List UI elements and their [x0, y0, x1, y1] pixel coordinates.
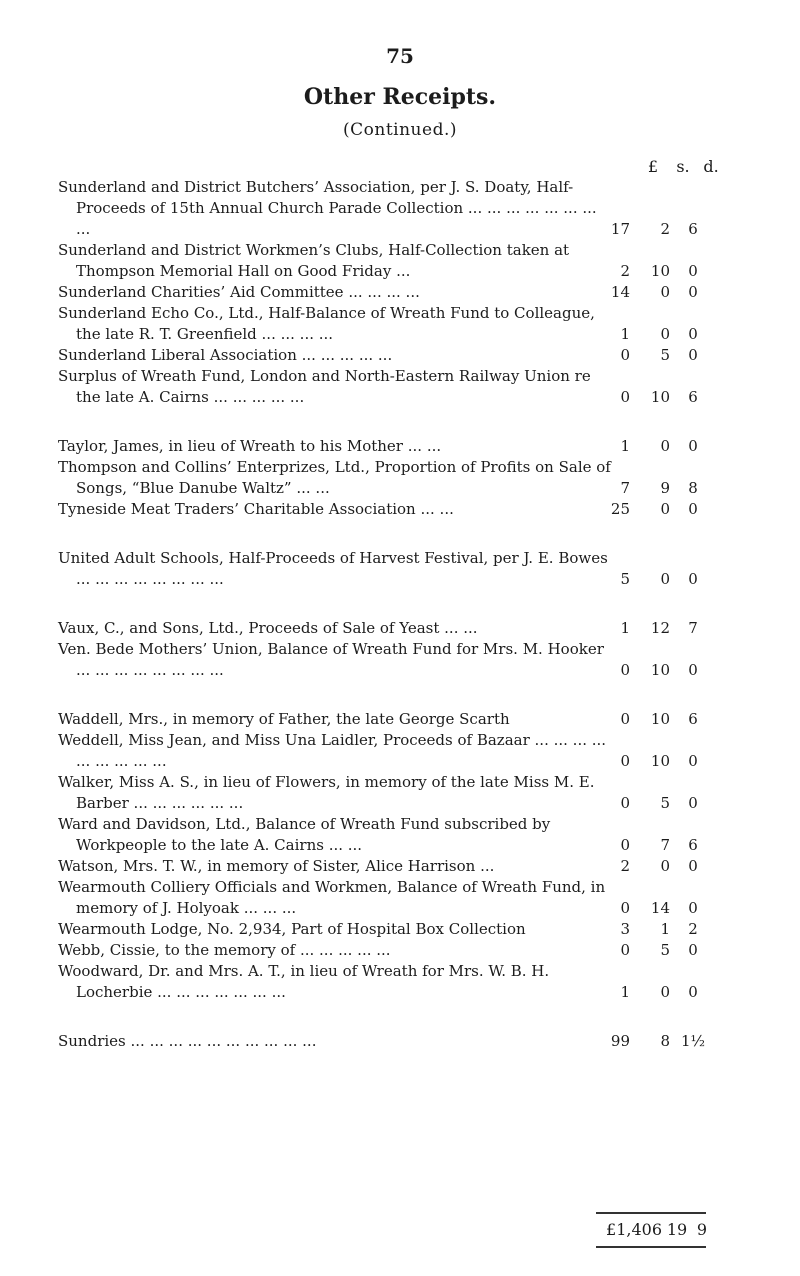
- amount-pounds: 3: [620, 920, 630, 938]
- receipt-description: Surplus of Wreath Fund, London and North-Eastern Railway Union re the late A. Cairns ... ... ... ... ...: [58, 367, 591, 406]
- receipt-amount: [588, 898, 718, 919]
- receipt-amount: [588, 387, 718, 408]
- receipt-amount: [588, 982, 718, 1003]
- amount-pence: 0: [688, 346, 698, 364]
- amount-pounds: 1: [620, 619, 630, 637]
- amount-pence: 6: [688, 388, 698, 406]
- receipt-description: Sunderland and District Workmen’s Clubs, Half-Collection taken at Thompson Memorial Hall on Good Friday ...: [58, 241, 570, 280]
- total-pounds: £1,406: [606, 1220, 662, 1239]
- amount-shillings: 0: [660, 437, 670, 455]
- total-pence: 9: [696, 1220, 708, 1239]
- receipt-description: Wearmouth Colliery Officials and Workmen, Balance of Wreath Fund, in memory of J. Holyoak ... ... ...: [58, 878, 606, 917]
- receipt-entry: [58, 303, 718, 345]
- receipt-amount: [588, 282, 718, 303]
- receipt-description: Sunderland Echo Co., Ltd., Half-Balance of Wreath Fund to Colleague, the late R. T. Greenfield ... ... ... ...: [58, 304, 595, 343]
- amount-pounds: 0: [620, 346, 630, 364]
- amount-pence: 6: [688, 220, 698, 238]
- amount-shillings: 10: [650, 752, 670, 770]
- amount-pounds: 0: [620, 710, 630, 728]
- amount-shillings: 5: [660, 346, 670, 364]
- amount-pounds: 0: [620, 388, 630, 406]
- amount-pounds: 5: [620, 570, 630, 588]
- amount-pence: 0: [688, 283, 698, 301]
- receipt-description: Ven. Bede Mothers’ Union, Balance of Wreath Fund for Mrs. M. Hooker ... ... ... ... ... ... ... ...: [58, 640, 604, 679]
- amount-pence: 0: [688, 661, 698, 679]
- receipt-description: Watson, Mrs. T. W., in memory of Sister, Alice Harrison ...: [58, 857, 495, 875]
- receipt-amount: [588, 499, 718, 520]
- amount-pounds: 25: [610, 500, 630, 518]
- receipt-entry: [58, 961, 718, 1003]
- amount-pence: 0: [688, 983, 698, 1001]
- amount-shillings: 5: [660, 794, 670, 812]
- page-subtitle: (Continued.): [343, 120, 457, 140]
- receipt-amount: [588, 940, 718, 961]
- amount-pence: 0: [688, 325, 698, 343]
- receipt-amount: [588, 345, 718, 366]
- receipt-amount: [588, 751, 718, 772]
- amount-pence: 0: [688, 899, 698, 917]
- amount-shillings: 0: [660, 283, 670, 301]
- receipt-entry: [58, 772, 718, 814]
- receipt-description: Webb, Cissie, to the memory of ... ... ... ... ...: [58, 941, 391, 959]
- amount-pounds: 14: [610, 283, 630, 301]
- pence-header: d.: [703, 157, 719, 176]
- total-rule-top: [596, 1212, 706, 1214]
- receipt-entry: [58, 366, 718, 408]
- receipt-group: [58, 436, 718, 520]
- receipt-entry: [58, 814, 718, 856]
- amount-pence: 1½: [680, 1032, 706, 1050]
- amount-shillings: 10: [650, 262, 670, 280]
- amount-shillings: 7: [660, 836, 670, 854]
- pounds-header: £: [647, 157, 659, 176]
- amount-pounds: 0: [620, 836, 630, 854]
- amount-pence: 6: [688, 836, 698, 854]
- amount-pence: 0: [688, 262, 698, 280]
- receipt-entry: [58, 177, 718, 240]
- amount-pence: 8: [688, 479, 698, 497]
- amount-shillings: 9: [660, 479, 670, 497]
- amount-shillings: 8: [660, 1032, 670, 1050]
- receipt-entry: [58, 1031, 718, 1052]
- receipt-description: Sunderland and District Butchers’ Association, per J. S. Doaty, Half-Proceeds of 15th Annual Church Parade Collection ... ... ... ... ... ... ... ...: [58, 178, 597, 238]
- receipt-entry: [58, 919, 718, 940]
- receipt-amount: [588, 618, 718, 639]
- amount-pence: 2: [688, 920, 698, 938]
- amount-pounds: 0: [620, 794, 630, 812]
- total-shillings: 19: [666, 1220, 688, 1239]
- amount-shillings: 5: [660, 941, 670, 959]
- amount-shillings: 0: [660, 857, 670, 875]
- amount-shillings: 2: [660, 220, 670, 238]
- amount-shillings: 10: [650, 661, 670, 679]
- receipt-entry: [58, 940, 718, 961]
- receipt-entry: [58, 856, 718, 877]
- amount-shillings: 0: [660, 325, 670, 343]
- receipts-list: [58, 177, 718, 1080]
- amount-pounds: 1: [620, 983, 630, 1001]
- receipt-description: Waddell, Mrs., in memory of Father, the late George Scarth: [58, 710, 510, 728]
- amount-pence: 0: [688, 857, 698, 875]
- receipt-entry: [58, 282, 718, 303]
- receipt-amount: [588, 219, 718, 240]
- receipt-description: Tyneside Meat Traders’ Charitable Association ... ...: [58, 500, 454, 518]
- receipt-amount: [588, 261, 718, 282]
- receipt-amount: [588, 660, 718, 681]
- receipt-entry: [58, 548, 718, 590]
- receipt-amount: [588, 1031, 718, 1052]
- receipt-group: [58, 618, 718, 681]
- receipt-description: Thompson and Collins’ Enterprizes, Ltd., Proportion of Profits on Sale of Songs, “Blue Danube Waltz” ... ...: [58, 458, 611, 497]
- page-title: Other Receipts.: [303, 84, 497, 110]
- receipt-description: Ward and Davidson, Ltd., Balance of Wreath Fund subscribed by Workpeople to the late A. Cairns ... ...: [58, 815, 551, 854]
- receipt-amount: [588, 569, 718, 590]
- amount-shillings: 12: [650, 619, 670, 637]
- total-rule-bottom: [596, 1246, 706, 1248]
- receipt-entry: [58, 709, 718, 730]
- receipt-entry: [58, 436, 718, 457]
- receipt-amount: [588, 478, 718, 499]
- amount-pounds: 2: [620, 262, 630, 280]
- amount-pence: 0: [688, 752, 698, 770]
- receipt-amount: [588, 793, 718, 814]
- amount-shillings: 14: [650, 899, 670, 917]
- amount-shillings: 1: [660, 920, 670, 938]
- amount-pounds: 7: [620, 479, 630, 497]
- receipt-amount: [588, 436, 718, 457]
- amount-pence: 0: [688, 794, 698, 812]
- amount-pounds: 0: [620, 661, 630, 679]
- receipt-group: [58, 709, 718, 1003]
- amount-pence: 6: [688, 710, 698, 728]
- shillings-header: s.: [676, 157, 690, 176]
- amount-pence: 7: [688, 619, 698, 637]
- amount-pence: 0: [688, 437, 698, 455]
- receipt-amount: [588, 835, 718, 856]
- amount-pence: 0: [688, 570, 698, 588]
- receipt-group: [58, 548, 718, 590]
- receipt-group: [58, 1031, 718, 1052]
- receipt-amount: [588, 324, 718, 345]
- receipt-description: Vaux, C., and Sons, Ltd., Proceeds of Sale of Yeast ... ...: [58, 619, 478, 637]
- receipt-amount: [588, 856, 718, 877]
- receipt-entry: [58, 240, 718, 282]
- amount-pounds: 17: [610, 220, 630, 238]
- amount-shillings: 0: [660, 570, 670, 588]
- amount-pounds: 1: [620, 437, 630, 455]
- amount-pounds: 0: [620, 752, 630, 770]
- page-number: 75: [386, 44, 414, 68]
- amount-pence: 0: [688, 941, 698, 959]
- receipt-description: Weddell, Miss Jean, and Miss Una Laidler, Proceeds of Bazaar ... ... ... ... ... ... ... ... ...: [58, 731, 607, 770]
- amount-pounds: 99: [610, 1032, 630, 1050]
- amount-shillings: 10: [650, 710, 670, 728]
- receipt-amount: [588, 709, 718, 730]
- amount-pounds: 1: [620, 325, 630, 343]
- receipt-description: Sundries ... ... ... ... ... ... ... ... ... ...: [58, 1032, 317, 1050]
- receipt-description: Sunderland Liberal Association ... ... ... ... ...: [58, 346, 393, 364]
- amount-pounds: 2: [620, 857, 630, 875]
- amount-shillings: 0: [660, 983, 670, 1001]
- receipt-description: Taylor, James, in lieu of Wreath to his Mother ... ...: [58, 437, 442, 455]
- receipt-description: Woodward, Dr. and Mrs. A. T., in lieu of Wreath for Mrs. W. B. H. Locherbie ... ... ... ... ... ... ...: [58, 962, 550, 1001]
- amount-pence: 0: [688, 500, 698, 518]
- receipt-amount: [588, 919, 718, 940]
- amount-shillings: 0: [660, 500, 670, 518]
- receipt-description: Wearmouth Lodge, No. 2,934, Part of Hospital Box Collection: [58, 920, 526, 938]
- receipt-entry: [58, 618, 718, 639]
- receipt-description: United Adult Schools, Half-Proceeds of Harvest Festival, per J. E. Bowes ... ... ... ... ... ... ... ...: [58, 549, 608, 588]
- receipt-entry: [58, 499, 718, 520]
- receipt-entry: [58, 877, 718, 919]
- amount-shillings: 10: [650, 388, 670, 406]
- receipt-group: [58, 177, 718, 408]
- amount-pounds: 0: [620, 899, 630, 917]
- receipt-description: Walker, Miss A. S., in lieu of Flowers, in memory of the late Miss M. E. Barber ... ... ... ... ... ...: [58, 773, 595, 812]
- receipt-description: Sunderland Charities’ Aid Committee ... ... ... ...: [58, 283, 420, 301]
- receipt-entry: [58, 730, 718, 772]
- amount-pounds: 0: [620, 941, 630, 959]
- receipt-entry: [58, 345, 718, 366]
- receipt-entry: [58, 457, 718, 499]
- receipt-entry: [58, 639, 718, 681]
